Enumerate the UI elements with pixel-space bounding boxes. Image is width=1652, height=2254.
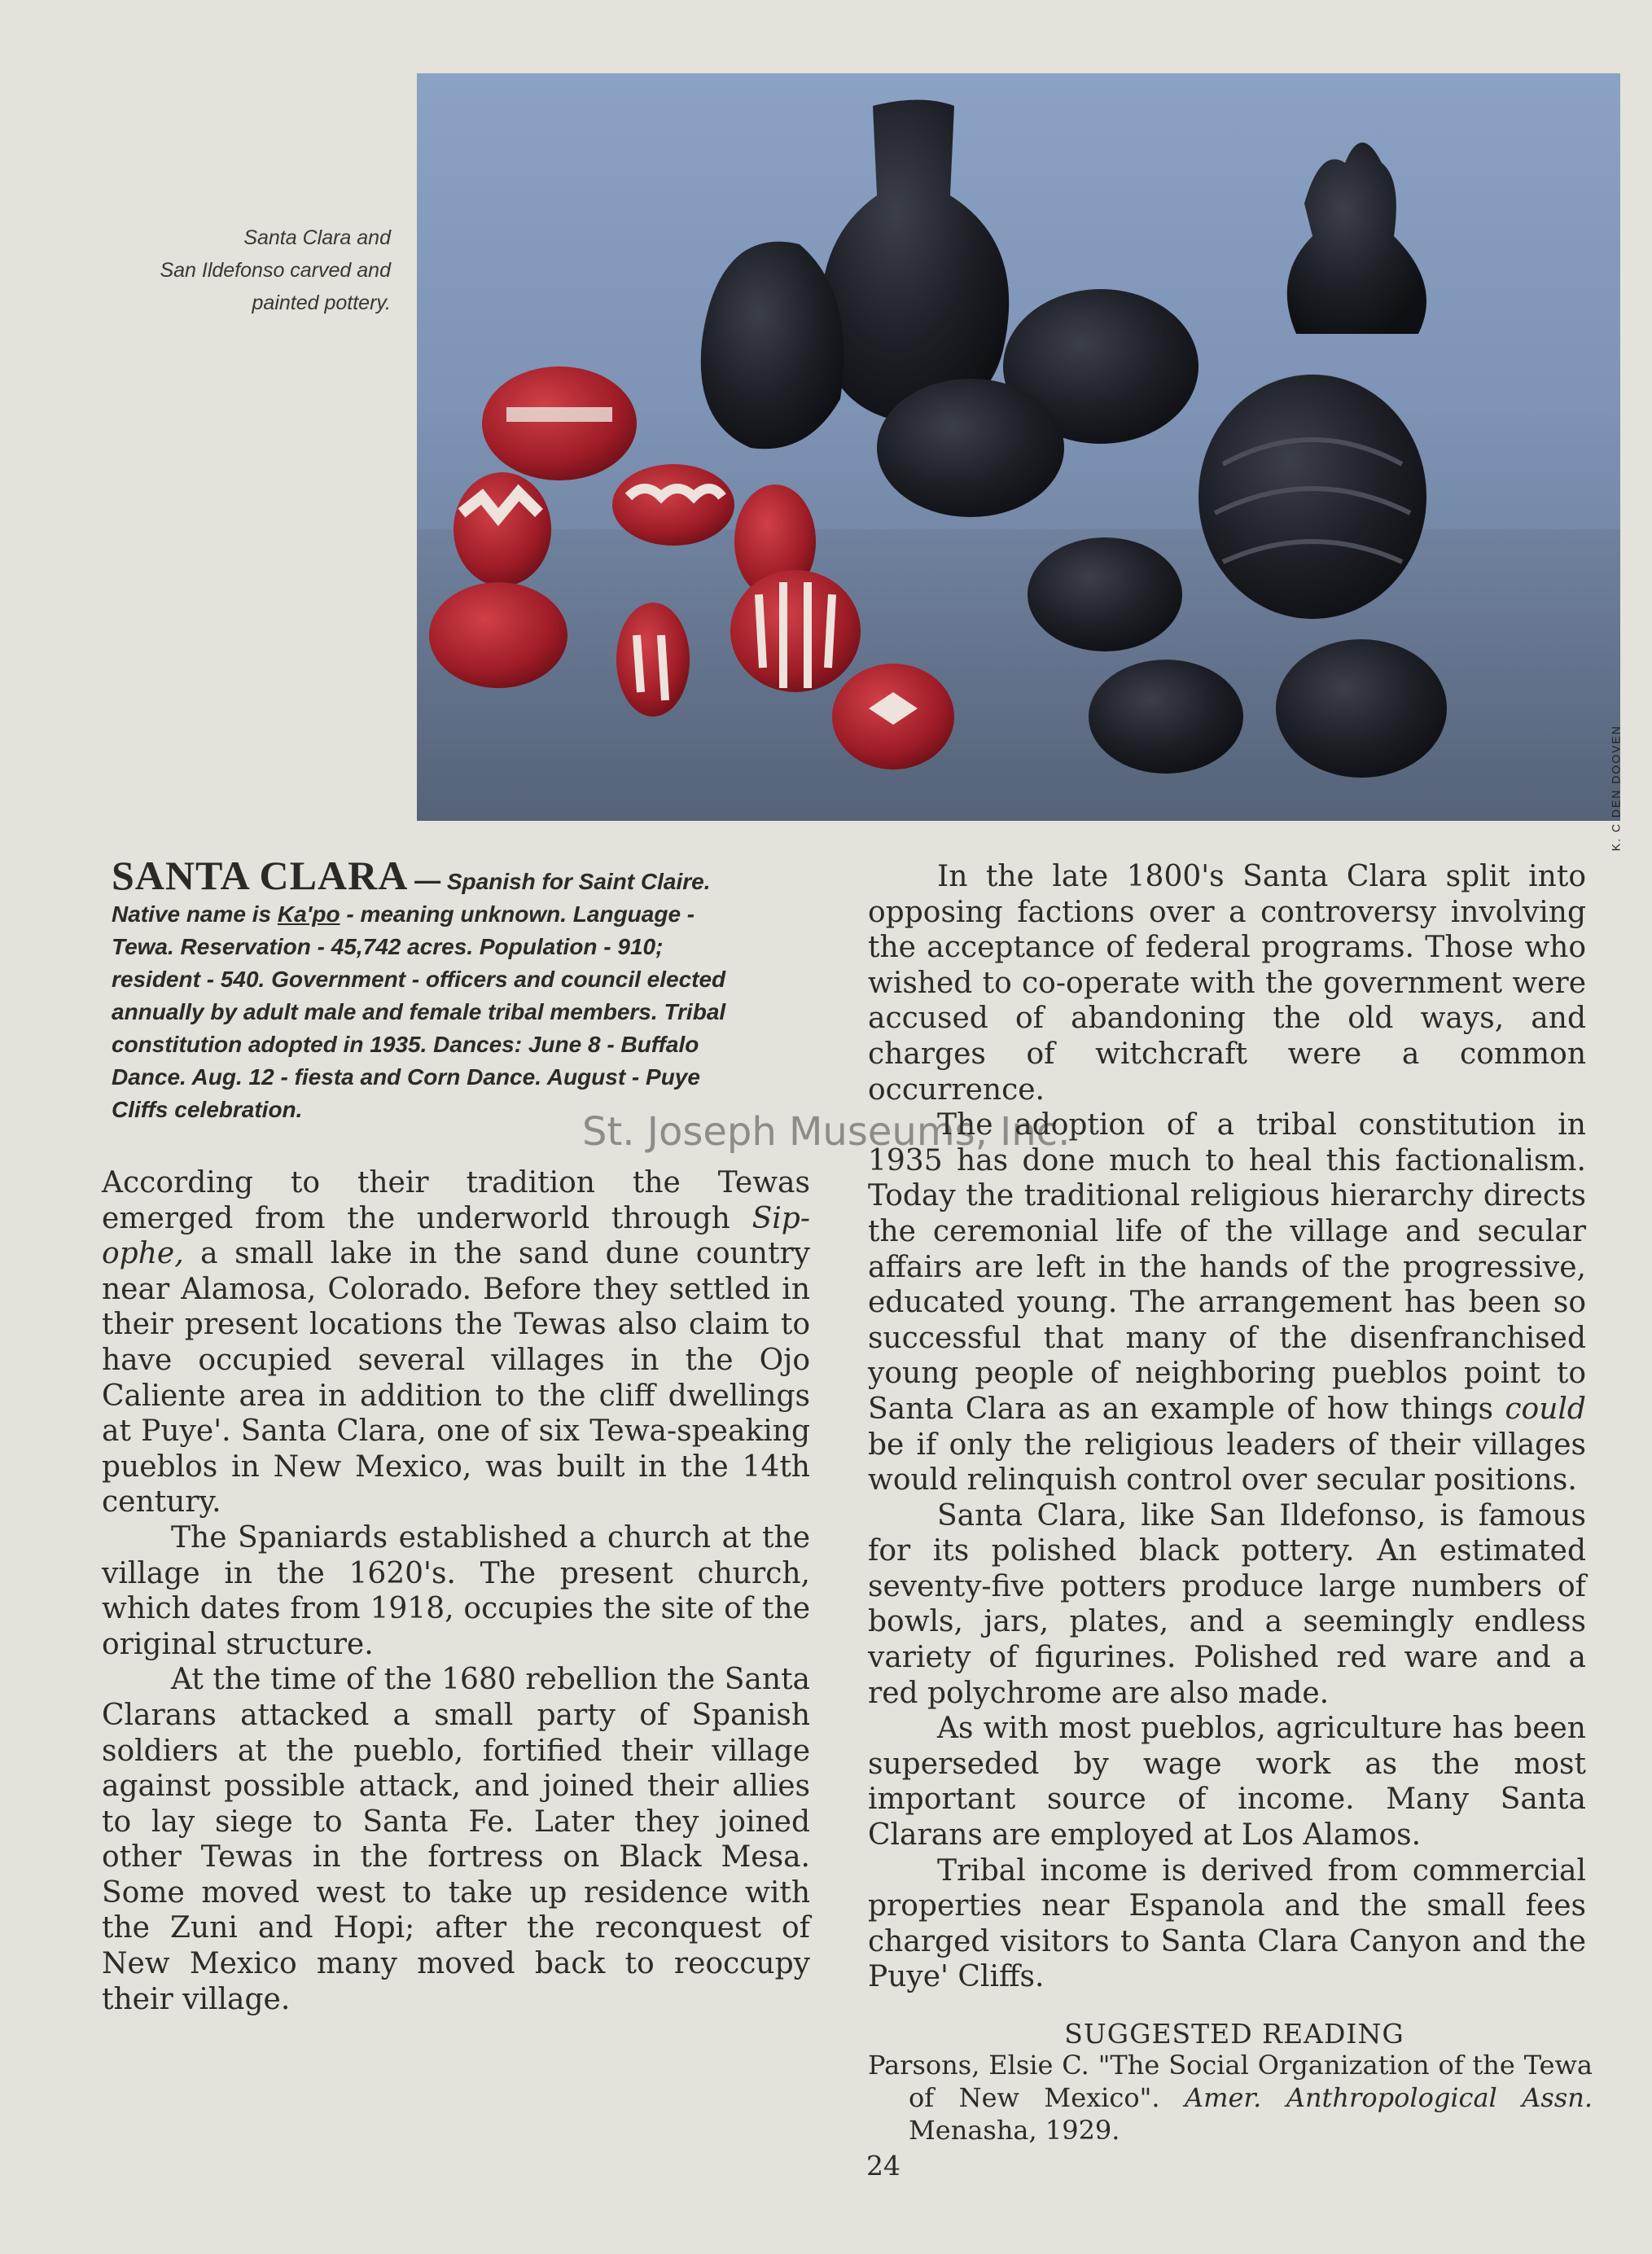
body-paragraph: In the late 1800's Santa Clara split into opposing factions over a controversy involving the acceptance of federal programs. Those who wished to co-operate with the government were accused of abandoning the old ways, and charges of witchcraft were a common occurrence. bbox=[868, 860, 1586, 1107]
entry-line: resident - 540. Government - officers and council elected bbox=[112, 967, 726, 992]
body-paragraph: Santa Clara, like San Ildefonso, is famous for its polished black pottery. An estimated seventy-five potters produce large numbers of bowls, jars, plates, and a seemingly endless variety of figurines. Polished red ware and a red polychrome are also made. bbox=[868, 1498, 1586, 1710]
entry-line: Spanish for Saint Claire. bbox=[446, 869, 711, 894]
caption-line: Santa Clara and bbox=[243, 226, 391, 249]
native-name-rest: - meaning unknown. Language - bbox=[346, 901, 695, 927]
pottery-illustration bbox=[417, 73, 1620, 821]
photo-caption bbox=[106, 221, 391, 319]
caption-line: San Ildefonso carved and bbox=[160, 259, 391, 282]
entry-summary bbox=[112, 853, 820, 1126]
watermark: St. Joseph Museums, Inc. bbox=[582, 1109, 1071, 1155]
caption-line: painted pottery. bbox=[252, 292, 391, 314]
entry-dash: — bbox=[414, 866, 441, 895]
photo-credit: K. C DEN DOOVEN bbox=[1609, 725, 1622, 852]
entry-line: Dance. Aug. 12 - fiesta and Corn Dance. August - Puye bbox=[112, 1064, 700, 1090]
native-name-label: Native name is bbox=[112, 901, 272, 927]
body-paragraph: According to their tradition the Tewas emerged from the underworld through Sip-ophe, a small lake in the sand dune country near Alamosa, Colorado. Before they settled in their present locations the Tewas also claim to have occupied several villages in the Ojo Caliente area in addition to the cliff dwellings at Puye'. Santa Clara, one of six Tewa-speaking pueblos in New Mexico, was built in the 14th century. bbox=[102, 1166, 810, 1519]
body-paragraph: Tribal income is derived from commercial properties near Espanola and the small fees charged visitors to Santa Clara Canyon and the Puye' Cliffs. bbox=[868, 1853, 1586, 1994]
entry-line: annually by adult male and female tribal members. Tribal bbox=[112, 999, 726, 1024]
body-column-right bbox=[868, 859, 1586, 1995]
suggested-reading-heading: SUGGESTED READING bbox=[1064, 2018, 1404, 2050]
body-paragraph: As with most pueblos, agriculture has been superseded by wage work as the most important source of income. Many Santa Clarans are employed at Los Alamos. bbox=[868, 1712, 1586, 1853]
body-paragraph: The Spaniards established a church at the village in the 1620's. The present church, which dates from 1918, occupies the site of the original structure. bbox=[102, 1520, 810, 1661]
suggested-reading-citation: Parsons, Elsie C. "The Social Organization of the Tewa of New Mexico". Amer. Anthropological Assn. Menasha, 1929. bbox=[868, 2050, 1593, 2146]
entry-line: Tewa. Reservation - 45,742 acres. Population - 910; bbox=[112, 934, 664, 959]
body-paragraph: The adoption of a tribal constitution in 1935 has done much to heal this factionalism. Today the traditional religious hierarchy directs the ceremonial life of the village and secular affairs are left in the hands of the progressive, educated young. The arrangement has been so successful that many of the disenfranchised young people of neighboring pueblos point to Santa Clara as an example of how things could be if only the religious leaders of their villages would relinquish control over secular positions. bbox=[868, 1108, 1586, 1498]
body-paragraph: At the time of the 1680 rebellion the Santa Clarans attacked a small party of Spanish soldiers at the pueblo, fortified their village against possible attack, and joined their allies to lay siege to Santa Fe. Later they joined other Tewas in the fortress on Black Mesa. Some moved west to take up residence with the Zuni and Hopi; after the reconquest of New Mexico many moved back to reoccupy their village. bbox=[102, 1663, 810, 2016]
entry-line: constitution adopted in 1935. Dances: June 8 - Buffalo bbox=[112, 1032, 699, 1057]
entry-line: Cliffs celebration. bbox=[112, 1097, 303, 1122]
pottery-photo bbox=[417, 73, 1622, 852]
entry-title: SANTA CLARA bbox=[112, 853, 409, 898]
body-column-left bbox=[102, 1165, 810, 2017]
page-number: 24 bbox=[866, 2150, 900, 2182]
native-name: Ka'po bbox=[277, 901, 340, 927]
